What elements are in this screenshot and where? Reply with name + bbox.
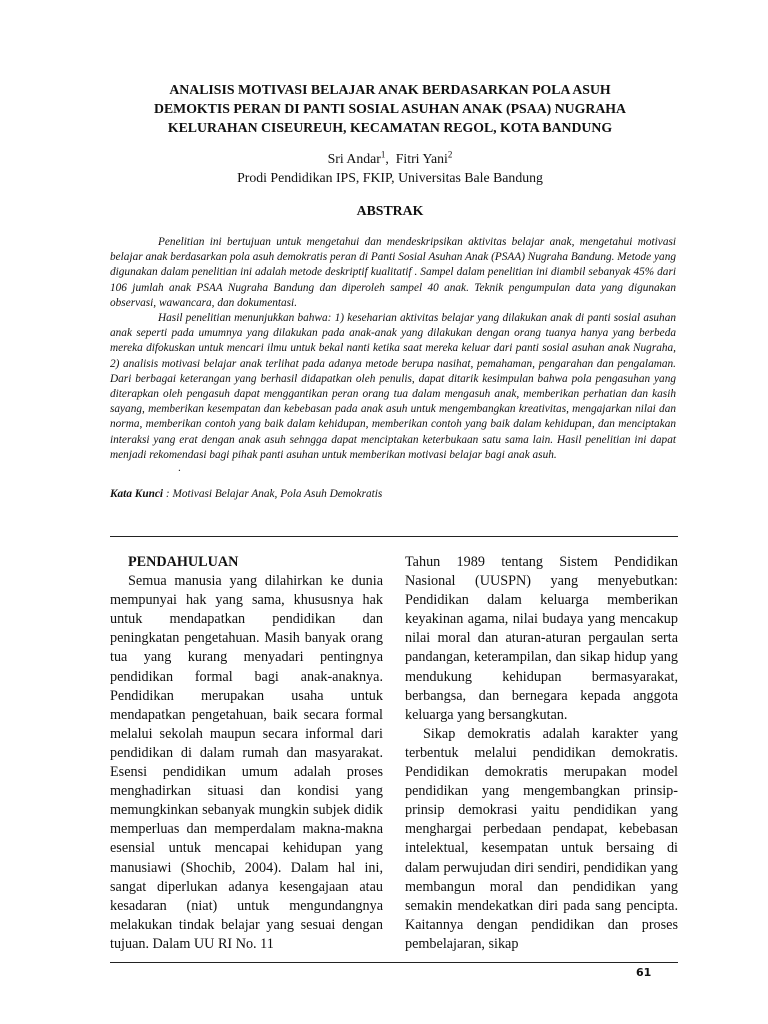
keywords-text: : Motivasi Belajar Anak, Pola Asuh Demokratis	[163, 488, 383, 500]
abstract-paragraph: Penelitian ini bertujuan untuk mengetahui dan mendeskripsikan aktivitas belajar anak, mengetahui motivasi belajar anak berdasarkan pola asuh demokratis peran di Panti Sosial Asuhan Anak (PSAA) Nugraha Bandung. Metode yang digunakan dalam penelitian ini adalah metode deskriptif kualitatif . Sampel dalam penelitian ini diambil sebanyak 45% dari 106 jumlah anak PSAA Nugraha Bandung dan diperoleh sampel 40 anak. Teknik pengumpulan data yang digunakan observasi, wawancara, dan dokumentasi.	[110, 236, 676, 309]
author-2: Fitri Yani	[395, 151, 448, 166]
author-names	[100, 149, 680, 168]
author-1: Sri Andar	[327, 151, 381, 166]
abstract-paragraph: Hasil penelitian menunjukkan bahwa: 1) keseharian aktivitas belajar yang dilakukan anak di panti sosial asuhan anak seperti pada umumnya yang dilakukan pada anak-anak yang dilakukan dengan orang tuanya hanya yang berbeda mereka difokuskan untuk mencari ilmu untuk bekal nanti ketika saat mereka keluar dari panti sosial asuhan anak Nugraha, 2) analisis motivasi belajar anak terlihat pada adanya metode berupa nasihat, pemahaman, pengarahan dan pengalaman. Dari berbagai keterangan yang berhasil didapatkan oleh penulis, dapat ditarik kesimpulan bahwa pola pengasuhan yang diterapkan oleh pengasuh dapat menggantikan peran orang tua dalam mengasuh anak, memberikan perhatian dan kasih sayang, memberikan kesempatan dan kebebasan pada anak asuh untuk mengembangkan kreativitas, mengajarkan nilai dan norma, memberikan contoh yang baik dalam kehidupan, memberikan contoh yang baik dalam kehidupan, dan menciptakan interaksi yang erat dengan anak asuh sehngga dapat menciptakan keterbukaan satu sama lain. Hasil penelitian ini dapat menjadi rekomendasi bagi pihak panti asuhan untuk memberikan motivasi belajar bagi anak asuh.	[110, 312, 676, 461]
paper-title	[100, 80, 680, 137]
abstract-trailing-dot: .	[178, 462, 181, 475]
section-heading: PENDAHULUAN	[128, 554, 239, 570]
body-paragraph: Semua manusia yang dilahirkan ke dunia mempunyai hak yang sama, khususnya hak untuk mendapatkan pendidikan dan peningkatan pengetahuan. Masih banyak orang tua yang kurang menyadari pentingnya pendidikan formal bagi anak-anaknya. Pendidikan merupakan usaha untuk mendapatkan pengetahuan, baik secara formal melalui sekolah maupun secara informal dari pendidikan di dalam rumah dan masyarakat. Esensi pendidikan umum adalah proses menghadirkan situasi dan kondisi yang memungkinkan sebanyak mungkin subjek didik memperluas dan memperdalam makna-makna esensial untuk mencapai kehidupan yang manusiawi (Shochib, 2004). Dalam hal ini, sangat diperlukan adanya kesengajaan atau kesadaran (niat) untuk mengundangnya melakukan tindak belajar yang sesuai dengan tujuan. Dalam UU RI No. 11	[110, 573, 383, 952]
affiliation: Prodi Pendidikan IPS, FKIP, Universitas Bale Bandung	[237, 170, 543, 185]
page-number: 61	[636, 966, 652, 979]
footer-rule	[110, 962, 678, 963]
author-separator: ,	[385, 151, 389, 166]
keywords-line	[110, 488, 676, 500]
body-paragraph: Sikap demokratis adalah karakter yang terbentuk melalui pendidikan demokratis. Pendidikan demokratis merupakan model pendidikan yang mengembangkan prinsip-prinsip demokrasi yaitu pendidikan yang menghargai perbedaan pendapat, kebebasan intelektual, kesempatan untuk bersaing di dalam perwujudan diri sendiri, pendidikan yang membangun moral dan pendidikan yang semakin mendekatkan diri pada sang pencipta. Kaitannya dengan pendidikan dan proses pembelajaran, sikap	[405, 725, 678, 952]
keywords-label: Kata Kunci	[110, 488, 164, 500]
title-line: ANALISIS MOTIVASI BELAJAR ANAK BERDASARKAN POLA ASUH	[169, 82, 611, 97]
abstract-heading: ABSTRAK	[356, 203, 424, 218]
body-paragraph: Tahun 1989 tentang Sistem Pendidikan Nasional (UUSPN) yang menyebutkan: Pendidikan dalam keluarga memberikan keyakinan agama, nilai budaya yang mencakup nilai moral dan aturan-aturan pergaulan serta pandangan, keterampilan, dan sikap hidup yang mendukung kehidupan bermasyarakat, berbangsa, dan bernegara kepada anggota keluarga yang bersangkutan.	[405, 554, 678, 723]
title-line: KELURAHAN CISEUREUH, KECAMATAN REGOL, KOTA BANDUNG	[167, 120, 613, 135]
author-1-affil-mark: 1	[380, 149, 386, 160]
body-column-left	[110, 553, 383, 954]
title-line: DEMOKTIS PERAN DI PANTI SOSIAL ASUHAN ANAK (PSAA) NUGRAHA	[154, 101, 626, 116]
body-column-right	[405, 553, 678, 954]
abstract-body	[110, 235, 676, 475]
section-divider	[110, 536, 678, 537]
author-2-affil-mark: 2	[447, 149, 453, 160]
author-block	[100, 149, 680, 187]
